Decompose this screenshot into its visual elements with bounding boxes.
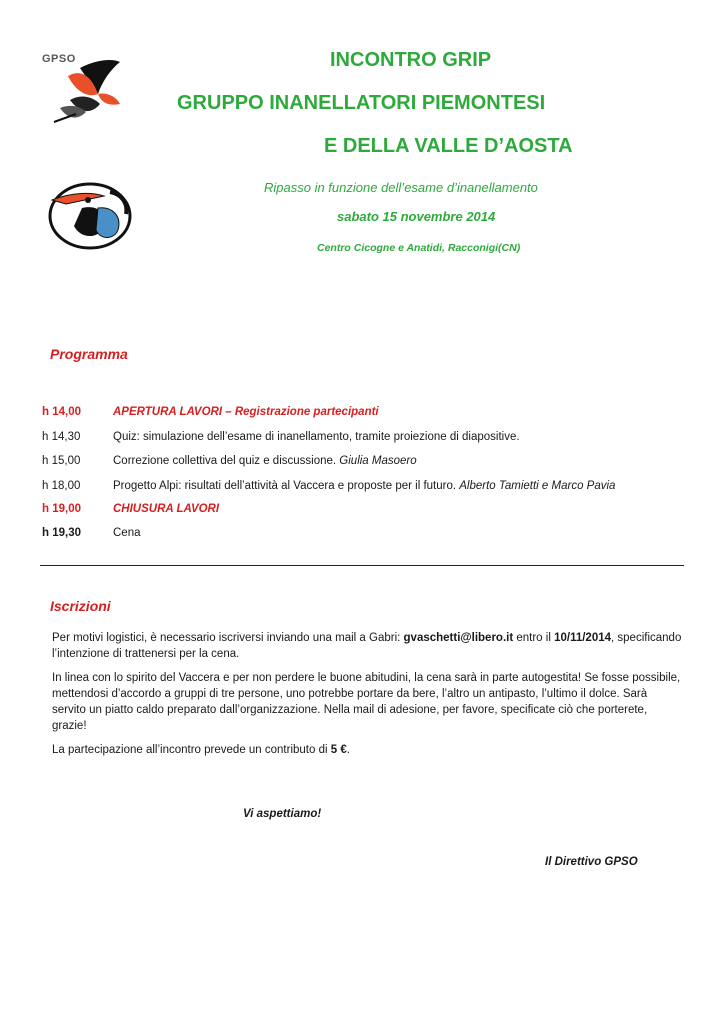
schedule-time: h 18,00: [42, 480, 81, 492]
stork-icon: [42, 178, 134, 250]
stork-logo: [42, 178, 134, 250]
closing-line: Vi aspettiamo!: [243, 808, 322, 820]
text-span: .: [346, 744, 350, 756]
registration-paragraph: [52, 630, 682, 662]
schedule-time: h 15,00: [42, 455, 81, 467]
programma-heading: Programma: [50, 346, 128, 362]
iscrizioni-heading: Iscrizioni: [50, 598, 111, 614]
schedule-desc: Progetto Alpi: risultati dell’attività al Vaccera e proposte per il futuro.: [113, 480, 457, 492]
schedule-desc-container: [113, 480, 615, 492]
schedule-time: h 19,30: [42, 527, 81, 539]
text-span: Per motivi logistici, è necessario iscriversi inviando una mail a Gabri:: [52, 632, 404, 644]
contact-email[interactable]: gvaschetti@libero.it: [403, 632, 514, 644]
event-subtitle: Ripasso in funzione dell’esame d’inanellamento: [264, 180, 538, 195]
gpso-bird-logo: [40, 48, 132, 130]
schedule-time: h 14,30: [42, 431, 81, 443]
event-location: Centro Cicogne e Anatidi, Racconigi(CN): [317, 242, 521, 254]
group-name-line2: E DELLA VALLE D’AOSTA: [324, 135, 573, 157]
text-span: La partecipazione all’incontro prevede un contributo di: [52, 744, 331, 756]
section-divider: [40, 565, 684, 566]
schedule-row: [42, 480, 682, 500]
text-span: , specificando l’intenzione di trattenersi per la cena.: [52, 632, 682, 660]
logo-label: GPSO: [42, 53, 76, 65]
schedule-time: h 19,00: [42, 503, 81, 515]
schedule-desc: CHIUSURA LAVORI: [113, 503, 220, 515]
schedule-row: [42, 527, 682, 547]
schedule-time: h 14,00: [42, 406, 81, 418]
dinner-paragraph: In linea con lo spirito del Vaccera e per non perdere le buone abitudini, la cena sarà in parte autogestita! Se fosse possibile, mettendosi d’accordo a gruppi di tre persone, uno potrebbe portare da bere, l’altro un antipasto, l’ultimo il dolce. Sarà servito un piatto caldo preparato dall’organizzazione. Nella mail di adesione, per favore, specificate ciò che porterete, grazie!: [52, 672, 681, 732]
schedule-row: [42, 406, 682, 426]
fee-paragraph: [52, 742, 682, 758]
schedule-desc: APERTURA LAVORI – Registrazione partecipanti: [113, 406, 379, 418]
schedule-row: [42, 455, 682, 475]
group-name-line1: GRUPPO INANELLATORI PIEMONTESI: [177, 92, 546, 114]
deadline-date: 10/11/2014: [554, 632, 612, 644]
fee-amount: 5 €: [330, 744, 347, 756]
schedule-desc-container: [113, 455, 417, 467]
signature: Il Direttivo GPSO: [545, 856, 638, 868]
schedule-row: [42, 503, 682, 523]
event-title: INCONTRO GRIP: [330, 49, 492, 71]
schedule-speaker: Alberto Tamietti e Marco Pavia: [459, 480, 616, 492]
schedule-desc: Quiz: simulazione dell’esame di inanellamento, tramite proiezione di diapositive.: [113, 431, 520, 443]
schedule-speaker: Giulia Masoero: [339, 455, 417, 467]
event-date: sabato 15 novembre 2014: [337, 209, 496, 224]
schedule-row: [42, 431, 682, 451]
schedule-desc: Cena: [113, 527, 141, 539]
schedule-desc: Correzione collettiva del quiz e discussione.: [113, 455, 337, 467]
text-span: entro il: [513, 632, 555, 644]
